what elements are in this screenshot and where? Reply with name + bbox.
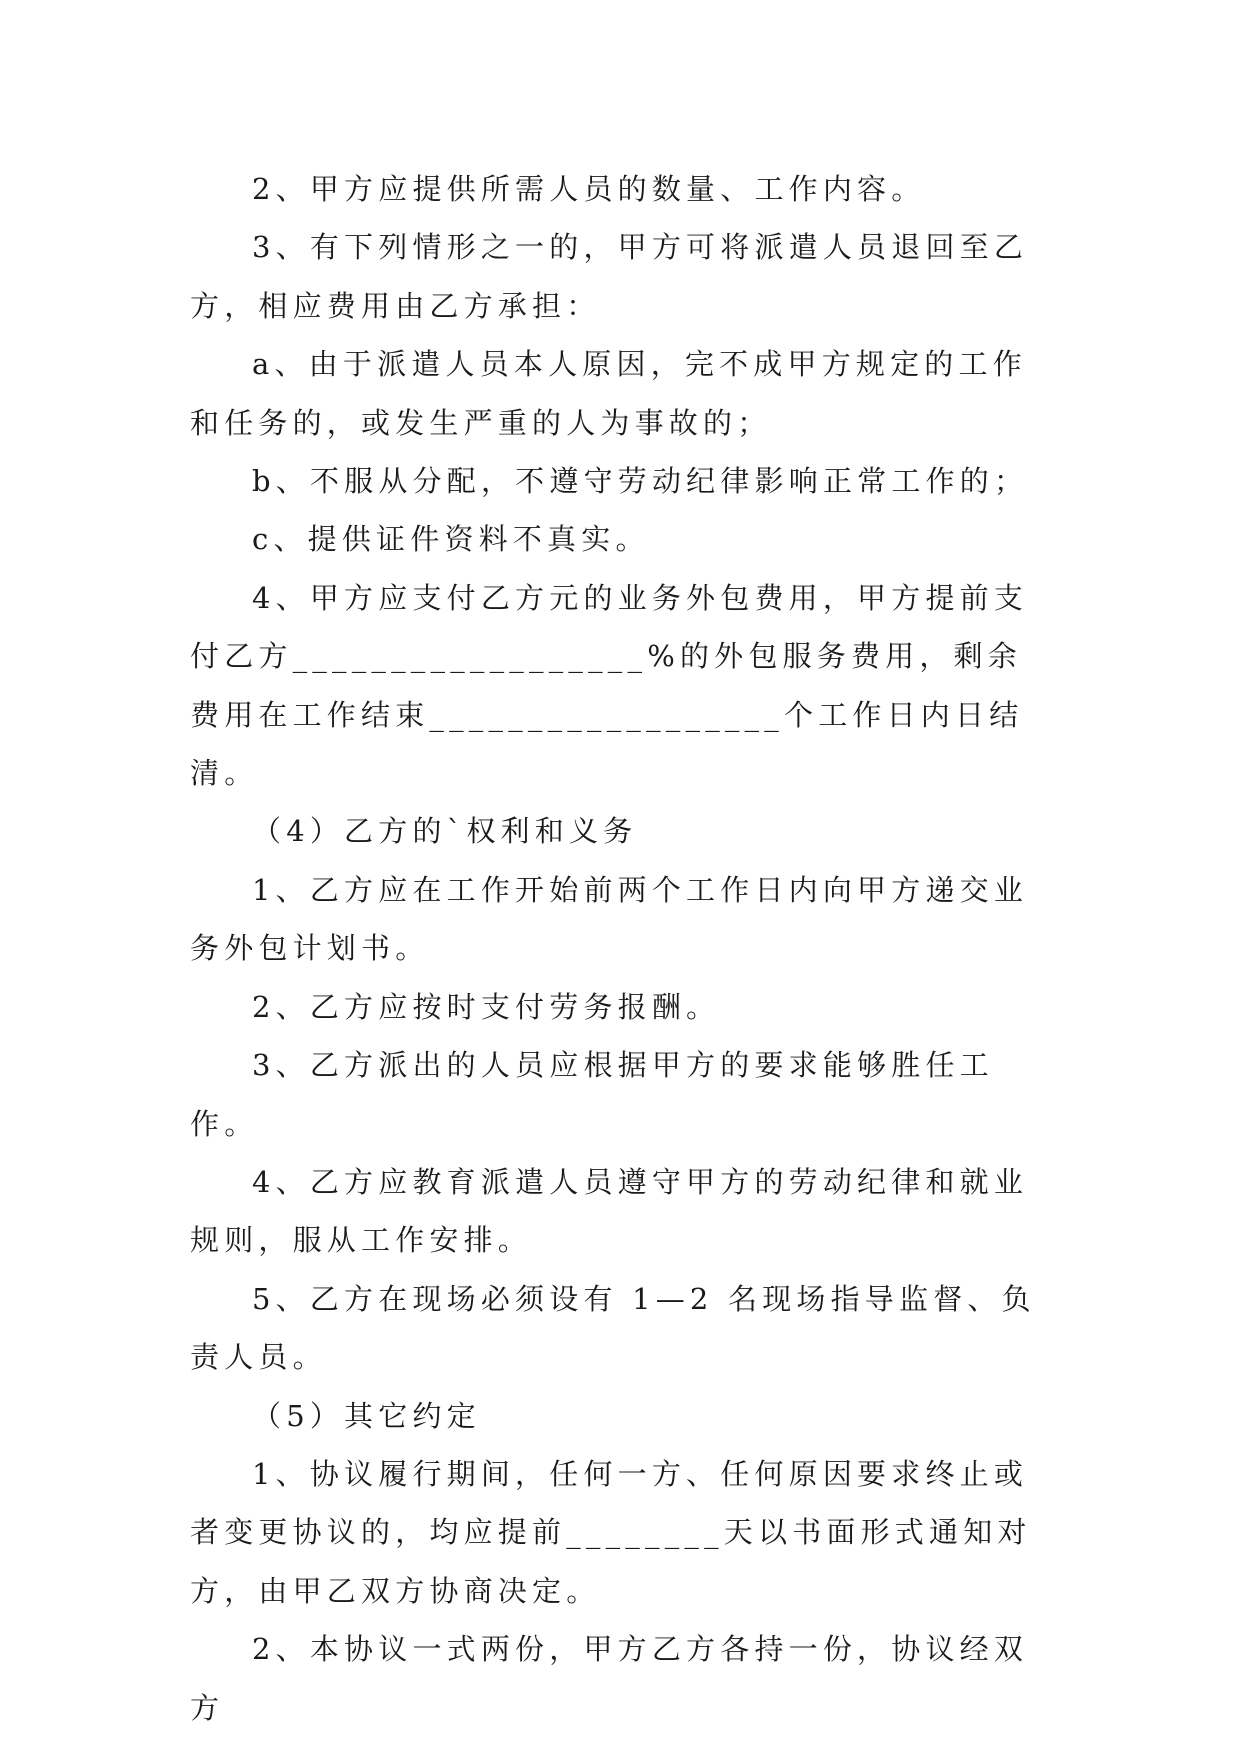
clause-c2-copies: 2、本协议一式两份，甲方乙方各持一份，协议经双方 xyxy=(190,1632,1029,1725)
document-body xyxy=(190,160,1050,1737)
section-heading-other-terms: （5）其它约定 xyxy=(252,1398,481,1433)
clause-a2-staff-requirements: 2、甲方应提供所需人员的数量、工作内容。 xyxy=(252,172,926,206)
section-heading-party-b-rights: （4）乙方的`权利和义务 xyxy=(252,814,638,849)
clause-a4-payment: 4、甲方应支付乙方元的业务外包费用，甲方提前支付乙方__________________%的外包服务费用，剩余费用在工作结束__________________个工作日内日结清。 xyxy=(190,580,1029,791)
condition-a-incompetence: a、由于派遣人员本人原因，完不成甲方规定的工作和任务的，或发生严重的人为事故的； xyxy=(190,347,1027,440)
condition-b-discipline: b、不服从分配，不遵守劳动纪律影响正常工作的； xyxy=(252,464,1029,499)
clause-b4-educate-staff: 4、乙方应教育派遣人员遵守甲方的劳动纪律和就业规则，服从工作安排。 xyxy=(190,1164,1029,1258)
clause-b3-competent-staff: 3、乙方派出的人员应根据甲方的要求能够胜任工作。 xyxy=(190,1048,994,1141)
clause-b2-pay-wages: 2、乙方应按时支付劳务报酬。 xyxy=(252,989,721,1024)
clause-b5-onsite-supervisor: 5、乙方在现场必须设有 1—2 名现场指导监督、负责人员。 xyxy=(190,1281,1036,1375)
clause-b1-plan-submission: 1、乙方应在工作开始前两个工作日内向甲方递交业务外包计划书。 xyxy=(190,872,1029,966)
clause-c1-termination-notice: 1、协议履行期间，任何一方、任何原因要求终止或者变更协议的，均应提前________天以书面形式通知对方，由甲乙双方协商决定。 xyxy=(190,1456,1032,1608)
clause-a3-return-conditions: 3、有下列情形之一的，甲方可将派遣人员退回至乙方，相应费用由乙方承担： xyxy=(190,230,1029,323)
condition-c-false-documents: c、提供证件资料不真实。 xyxy=(252,522,650,557)
